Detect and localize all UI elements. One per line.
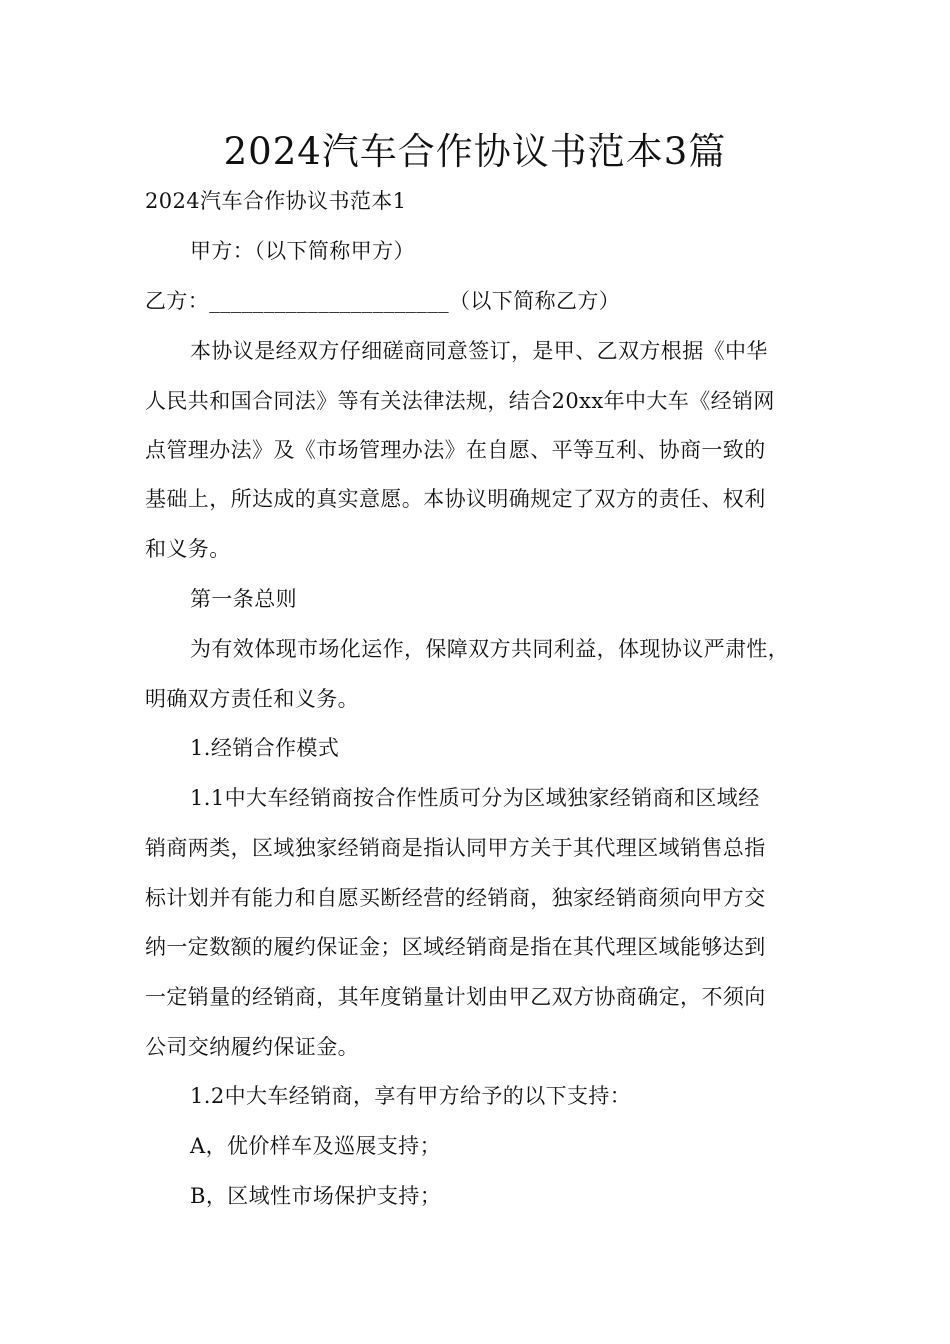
- document-title: 2024汽车合作协议书范本3篇: [223, 130, 727, 173]
- paragraph-line: 基础上，所达成的真实意愿。本协议明确规定了双方的责任、权利: [145, 487, 766, 511]
- paragraph-line: 为有效体现市场化运作，保障双方共同利益，体现协议严肃性，: [190, 637, 790, 661]
- party-b-line: 乙方：______________________（以下简称乙方）: [145, 289, 621, 313]
- paragraph-line: 人民共和国合同法》等有关法律法规，结合20xx年中大车《经销网: [145, 389, 775, 413]
- paragraph-line: 一定销量的经销商，其年度销量计划由甲乙双方协商确定，不须向: [145, 985, 766, 1009]
- paragraph-line: 点管理办法》及《市场管理办法》在自愿、平等互利、协商一致的: [145, 438, 766, 462]
- article-heading: 第一条总则: [190, 587, 297, 611]
- paragraph-line: 明确双方责任和义务。: [145, 687, 359, 711]
- paragraph-line: 1.1中大车经销商按合作性质可分为区域独家经销商和区域经: [190, 786, 760, 810]
- party-a-line: 甲方：（以下简称甲方）: [190, 239, 415, 263]
- paragraph-line: 公司交纳履约保证金。: [145, 1035, 359, 1059]
- paragraph-line: 1.2中大车经销商，享有甲方给予的以下支持：: [190, 1084, 632, 1108]
- list-item: A，优价样车及巡展支持；: [190, 1134, 441, 1158]
- paragraph-line: 销商两类，区域独家经销商是指认同甲方关于其代理区域销售总指: [145, 836, 766, 860]
- paragraph-line: 标计划并有能力和自愿买断经营的经销商，独家经销商须向甲方交: [145, 886, 766, 910]
- paragraph-line: 和义务。: [145, 537, 231, 561]
- paragraph-line: 本协议是经双方仔细磋商同意签订，是甲、乙双方根据《中华: [190, 339, 768, 363]
- list-item: B，区域性市场保护支持；: [190, 1184, 442, 1208]
- section-heading: 2024汽车合作协议书范本1: [145, 189, 407, 213]
- paragraph-line: 纳一定数额的履约保证金；区域经销商是指在其代理区域能够达到: [145, 935, 766, 959]
- clause-heading: 1.经销合作模式: [190, 736, 340, 760]
